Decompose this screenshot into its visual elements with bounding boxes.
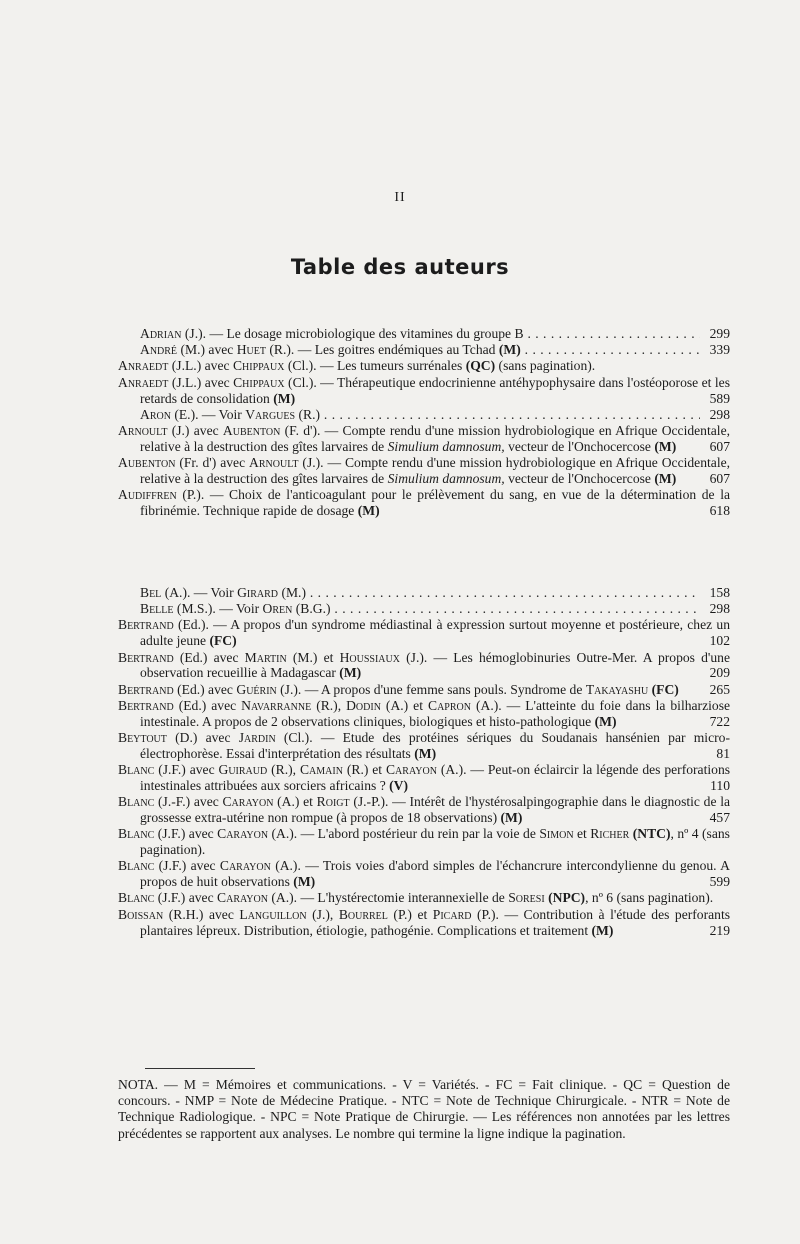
- entry-blanc-3: Blanc (J.F.) avec Carayon (A.). — L'abord postérieur du rein par la voie de Simon et Richer (NTC), nº 4 (sans pagination).: [118, 826, 730, 858]
- entry-arnoult: Arnoult (J.) avec Aubenton (F. d'). — Compte rendu d'une mission hydrobiologique en Afrique Occidentale, relative à la destruction des gîtes larvaires de Simulium damnosum, vecteur de l'Onchocercose (M) 607: [118, 422, 731, 454]
- entry-page: 457: [700, 810, 730, 826]
- entry-bertrand-3: Bertrand (Ed.) avec Guérin (J.). — A propos d'une femme sans pouls. Syndrome de Takayashu (FC) 265: [118, 681, 730, 697]
- author-section-a: [118, 326, 730, 519]
- entry-page: 722: [700, 714, 730, 730]
- entry-bertrand-1: Bertrand (Ed.). — A propos d'un syndrome médiastinal à expression surtout moyenne et postérieure, chez un adulte jeune (FC) 102: [118, 617, 730, 649]
- entry-page: 589: [700, 391, 730, 407]
- entry-blanc-2: Blanc (J.-F.) avec Carayon (A.) et Roigt (J.-P.). — Intérêt de l'hystérosalpingographie dans le diagnostic de la grossesse extra-utérine non rompue (à propos de 18 observations) (M) 457: [118, 794, 731, 826]
- entry-page: 110: [700, 778, 730, 794]
- entry-bertrand-2: Bertrand (Ed.) avec Martin (M.) et Houssiaux (J.). — Les hémoglobinuries Outre-Mer. A propos d'une observation recueillie à Madagascar (M) 209: [118, 649, 730, 681]
- entry-blanc-5: Blanc (J.F.) avec Carayon (A.). — L'hystérectomie interannexielle de Soresi (NPC), nº 6 (sans pagination).: [118, 890, 714, 906]
- entry-blanc-4: Blanc (J.F.) avec Carayon (A.). — Trois voies d'abord simples de l'échancrure intercondylienne du genou. A propos de huit observations (M) 599: [118, 858, 730, 890]
- entry-page: 339: [700, 342, 730, 358]
- entry-page: 265: [700, 682, 730, 698]
- entry-anraedt-2: Anraedt (J.L.) avec Chippaux (Cl.). — Thérapeutique endocrinienne antéhypophysaire dans l'ostéoporose et les retards de consolidation (M) 589: [118, 374, 730, 406]
- entry-andre: 339 André (M.) avec Huet (R.). — Les goitres endémiques au Tchad (M) . . .: [118, 342, 730, 358]
- entry-audiffren: Audiffren (P.). — Choix de l'anticoagulant pour le prélèvement du sang, en vue de la détermination de la fibrinémie. Technique rapide de dosage (M) 618: [118, 487, 731, 519]
- entry-aron: 298 Aron (E.). — Voir Vargues (R.) . . .: [118, 407, 730, 423]
- page-number: II: [394, 190, 406, 205]
- entry-page: 102: [700, 633, 730, 649]
- entry-page: 618: [700, 503, 730, 519]
- entry-page: 599: [700, 874, 730, 890]
- entry-anraedt-1: Anraedt (J.L.) avec Chippaux (Cl.). — Les tumeurs surrénales (QC) (sans pagination).: [118, 358, 596, 374]
- entry-bertrand-4: Bertrand (Ed.) avec Navarranne (R.), Dodin (A.) et Capron (A.). — L'atteinte du foie dans la bilharziose intestinale. A propos de 2 observations cliniques, biologiques et histo-pathologique (M) 722: [118, 697, 731, 729]
- entry-boissan: Boissan (R.H.) avec Languillon (J.), Bourrel (P.) et Picard (P.). — Contribution à l'étude des perforants plantaires lépreux. Distribution, étiologie, pathogénie. Complications et traitement (M) 219: [118, 906, 731, 938]
- entry-bel: 158 Bel (A.). — Voir Girard (M.) . . .: [118, 585, 730, 601]
- entry-belle: 298 Belle (M.S.). — Voir Oren (B.G.) . . .: [118, 601, 730, 617]
- entry-page: 158: [700, 585, 730, 601]
- entry-aubenton: Aubenton (Fr. d') avec Arnoult (J.). — Compte rendu d'une mission hydrobiologique en Afrique Occidentale, relative à la destruction des gîtes larvaires de Simulium damnosum, vecteur de l'Onchocercose (M) 607: [118, 455, 731, 486]
- entry-page: 298: [700, 407, 730, 423]
- footnote-divider: [145, 1068, 255, 1069]
- entry-page: 81: [700, 746, 730, 762]
- entry-page: 219: [700, 923, 730, 939]
- entry-page: 607: [700, 471, 730, 487]
- entry-blanc-1: Blanc (J.F.) avec Guiraud (R.), Camain (R.) et Carayon (A.). — Peut-on éclaircir la légende des perforations intestinales attribuées aux sorciers africains ? (V) 110: [118, 762, 731, 793]
- entry-page: 299: [700, 326, 730, 342]
- entry-adrian: 299 Adrian (J.). — Le dosage microbiologique des vitamines du groupe B . . .: [118, 326, 730, 342]
- page-title: Table des auteurs: [290, 255, 510, 279]
- entry-page: 209: [700, 665, 730, 681]
- footnote-nota: NOTA. — M = Mémoires et communications. - V = Variétés. - FC = Fait clinique. - QC = Question de concours. - NMP = Note de Médecine Pratique. - NTC = Note de Technique Chirurgicale. - NTR = Note de Technique Radiologique. - NPC = Note Pratique de Chirurgie. — Les références non annotées par les lettres précédentes se rapportent aux analyses. Le nombre qui termine la ligne indique la pagination.: [118, 1077, 730, 1141]
- entry-page: 607: [700, 439, 730, 455]
- entry-beytout: Beytout (D.) avec Jardin (Cl.). — Etude des protéines sériques du Soudanais hansénien par micro-électrophorèse. Essai d'interprétation des résultats (M) 81: [118, 729, 730, 761]
- entry-page: 298: [700, 601, 730, 617]
- author-section-b: [118, 585, 730, 939]
